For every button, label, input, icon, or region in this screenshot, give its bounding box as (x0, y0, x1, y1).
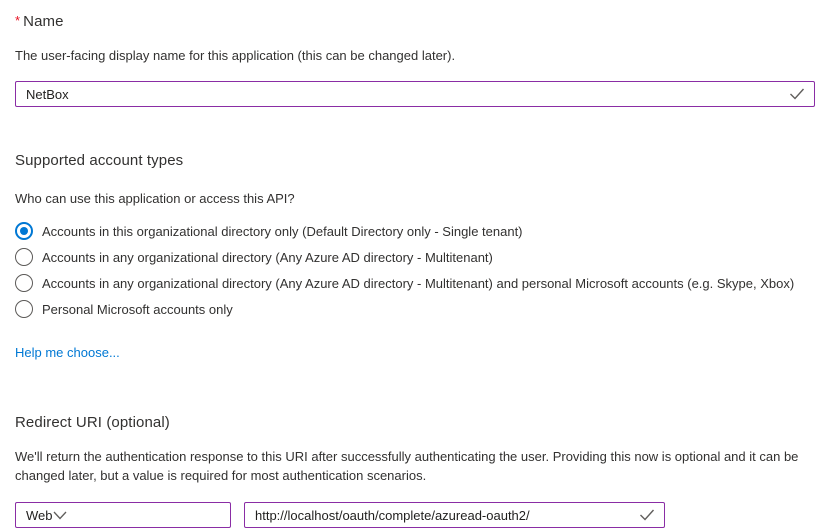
radio-button[interactable] (15, 300, 33, 318)
name-section-title (15, 11, 815, 32)
chevron-down-icon (53, 508, 67, 523)
valid-checkmark-icon (789, 88, 805, 101)
name-input[interactable] (16, 82, 814, 106)
platform-select[interactable] (15, 502, 231, 528)
name-section-title-text: Name (23, 13, 64, 30)
redirect-uri-description: We'll return the authentication response to this URI after successfully authenticating the user. Providing this now is optional and it can be changed later, but a value is required for most authentication scenarios. (15, 449, 799, 483)
name-description: The user-facing display name for this application (this can be changed later). (15, 48, 456, 63)
radio-label: Personal Microsoft accounts only (42, 301, 233, 317)
radio-option-single-tenant[interactable] (15, 218, 815, 244)
radio-option-multitenant[interactable] (15, 244, 815, 270)
radio-button[interactable] (15, 274, 33, 292)
redirect-uri-section-title: Redirect URI (optional) (15, 414, 170, 431)
radio-label: Accounts in this organizational directory only (Default Directory only - Single tenant) (42, 223, 523, 239)
redirect-uri-field[interactable] (244, 502, 665, 528)
radio-button-selected[interactable] (15, 222, 33, 240)
required-asterisk: * (15, 13, 21, 28)
redirect-uri-input[interactable] (245, 503, 664, 527)
account-types-question: Who can use this application or access this API? (15, 191, 295, 206)
radio-label: Accounts in any organizational directory (Any Azure AD directory - Multitenant) and personal Microsoft accounts (e.g. Skype, Xbox) (42, 275, 795, 291)
radio-option-multitenant-personal[interactable] (15, 270, 815, 296)
account-types-radio-group (15, 218, 815, 322)
name-field[interactable] (15, 81, 815, 107)
radio-dot (20, 227, 28, 235)
valid-checkmark-icon (639, 509, 655, 522)
platform-selected-value: Web (26, 507, 53, 523)
account-types-section-title: Supported account types (15, 152, 184, 169)
redirect-uri-row (15, 502, 815, 528)
help-me-choose-link[interactable]: Help me choose... (15, 345, 120, 360)
radio-button[interactable] (15, 248, 33, 266)
radio-label: Accounts in any organizational directory (Any Azure AD directory - Multitenant) (42, 249, 493, 265)
radio-option-personal-only[interactable] (15, 296, 815, 322)
